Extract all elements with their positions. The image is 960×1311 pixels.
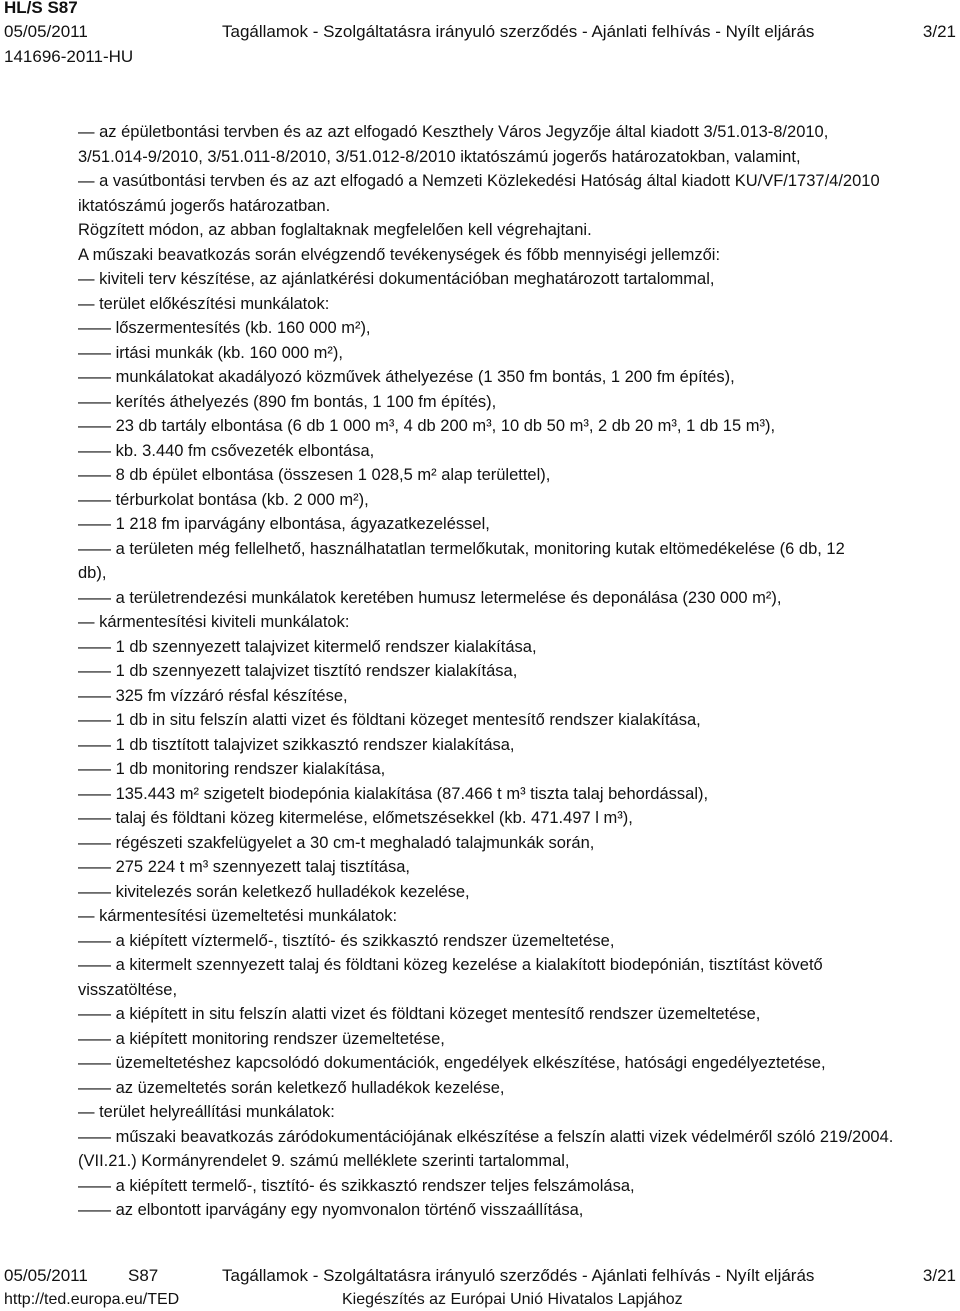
- body-line: —— üzemeltetéshez kapcsolódó dokumentációk, engedélyek elkészítése, hatósági engedélyeztetése,: [78, 1054, 826, 1072]
- body-line: —— 8 db épület elbontása (összesen 1 028,5 m² alap területtel),: [78, 466, 551, 484]
- page-footer: [0, 1262, 960, 1311]
- body-line: —— a kitermelt szennyezett talaj és földtani közeg kezelése a kialakított biodepónián, tisztítást követő: [78, 956, 823, 974]
- body-line: — terület előkészítési munkálatok:: [78, 294, 330, 313]
- body-line: —— műszaki beavatkozás záródokumentációjának elkészítése a felszín alatti vizek védelméről szóló 219/2004.: [78, 1127, 894, 1146]
- footer-date: 05/05/2011: [4, 1266, 88, 1285]
- body-line: —— kerítés áthelyezés (890 fm bontás, 1 100 fm építés),: [78, 392, 497, 411]
- body-line: —— munkálatokat akadályozó közművek áthelyezése (1 350 fm bontás, 1 200 fm építés),: [78, 368, 735, 386]
- body-line: —— a területen még fellelhető, használhatatlan termelőkutak, monitoring kutak eltömedékelése (6 db, 12: [78, 539, 845, 558]
- body-line: —— 325 fm vízzáró résfal készítése,: [78, 686, 348, 705]
- body-line: — kiviteli terv készítése, az ajánlatkérési dokumentációban meghatározott tartalommal,: [78, 270, 715, 288]
- body-line: —— az üzemeltetés során keletkező hulladékok kezelése,: [78, 1078, 505, 1097]
- header-page-number: 3/21: [922, 22, 956, 41]
- body-line: —— 1 218 fm iparvágány elbontása, ágyazatkezeléssel,: [78, 515, 490, 533]
- body-line: iktatószámú jogerős határozatban.: [78, 196, 331, 215]
- document-body: [78, 120, 958, 1223]
- body-line: —— 1 db tisztított talajvizet szikkasztó rendszer kialakítása,: [78, 735, 515, 754]
- header-title: Tagállamok - Szolgáltatásra irányuló szerződés - Ajánlati felhívás - Nyílt eljárás: [222, 22, 815, 41]
- body-line: —— térburkolat bontása (kb. 2 000 m²),: [78, 490, 369, 509]
- body-line: — az épületbontási tervben és az azt elfogadó Keszthely Város Jegyzője által kiadott 3/51.013-8/2010,: [78, 123, 829, 141]
- body-line: —— a kiépített termelő-, tisztító- és szikkasztó rendszer teljes felszámolása,: [78, 1176, 635, 1195]
- body-line: db),: [78, 564, 107, 582]
- body-line: —— a kiépített monitoring rendszer üzemeltetése,: [78, 1029, 445, 1048]
- body-line: Rögzített módon, az abban foglaltaknak megfelelően kell végrehajtani.: [78, 221, 592, 239]
- body-line: —— a kiépített víztermelő-, tisztító- és szikkasztó rendszer üzemeltetése,: [78, 931, 615, 950]
- body-line: — kármentesítési kiviteli munkálatok:: [78, 613, 350, 631]
- body-line: visszatöltése,: [78, 980, 178, 999]
- body-line: (VII.21.) Kormányrendelet 9. számú melléklete szerinti tartalommal,: [78, 1152, 570, 1170]
- body-line: —— a kiépített in situ felszín alatti vizet és földtani közeget mentesítő rendszer üzemeltetése,: [78, 1005, 761, 1023]
- page-header: [0, 0, 960, 80]
- body-line: —— 1 db szennyezett talajvizet tisztító rendszer kialakítása,: [78, 662, 518, 680]
- footer-code: S87: [128, 1266, 159, 1285]
- body-line: —— talaj és földtani közeg kitermelése, előmetszésekkel (kb. 471.497 l m³),: [78, 809, 633, 827]
- body-line: —— kivitelezés során keletkező hulladékok kezelése,: [78, 882, 470, 901]
- footer-publisher: Kiegészítés az Európai Unió Hivatalos Lapjához: [342, 1291, 683, 1308]
- body-line: —— 23 db tartály elbontása (6 db 1 000 m³, 4 db 200 m³, 10 db 50 m³, 2 db 20 m³, 1 db 15 m³),: [78, 417, 776, 435]
- body-line: —— az elbontott iparvágány egy nyomvonalon történő visszaállítása,: [78, 1201, 584, 1219]
- body-line: —— a területrendezési munkálatok keretében humusz letermelése és deponálása (230 000 m²),: [78, 588, 782, 607]
- body-line: 3/51.014-9/2010, 3/51.011-8/2010, 3/51.012-8/2010 iktatószámú jogerős határozatokban, valamint,: [78, 147, 801, 166]
- body-line: — terület helyreállítási munkálatok:: [78, 1103, 335, 1121]
- footer-url-link[interactable]: http://ted.europa.eu/TED: [4, 1291, 180, 1308]
- body-line: —— régészeti szakfelügyelet a 30 cm-t meghaladó talajmunkák során,: [78, 833, 595, 852]
- body-line: —— irtási munkák (kb. 160 000 m²),: [78, 343, 343, 362]
- body-line: —— 1 db monitoring rendszer kialakítása,: [78, 760, 386, 778]
- body-line: —— lőszermentesítés (kb. 160 000 m²),: [78, 319, 371, 337]
- body-line: —— kb. 3.440 fm csővezeték elbontása,: [78, 441, 375, 460]
- body-line: A műszaki beavatkozás során elvégzendő tevékenységek és főbb mennyiségi jellemzői:: [78, 245, 721, 264]
- body-line: — a vasútbontási tervben és az azt elfogadó a Nemzeti Közlekedési Hatóság által kiadott KU/VF/1737/4/2010: [78, 172, 880, 190]
- footer-page-number: 3/21: [922, 1266, 956, 1285]
- header-date: 05/05/2011: [4, 22, 88, 41]
- body-line: —— 1 db szennyezett talajvizet kitermelő rendszer kialakítása,: [78, 637, 537, 656]
- body-line: — kármentesítési üzemeltetési munkálatok:: [78, 907, 398, 925]
- header-document-id: 141696-2011-HU: [4, 47, 134, 66]
- body-line: —— 275 224 t m³ szennyezett talaj tisztítása,: [78, 858, 410, 876]
- body-line: —— 1 db in situ felszín alatti vizet és földtani közeget mentesítő rendszer kialakítása,: [78, 711, 701, 729]
- header-code: HL/S S87: [4, 0, 78, 17]
- footer-title: Tagállamok - Szolgáltatásra irányuló szerződés - Ajánlati felhívás - Nyílt eljárás: [222, 1266, 815, 1285]
- body-line: —— 135.443 m² szigetelt biodepónia kialakítása (87.466 t m³ tiszta talaj behordással),: [78, 784, 709, 803]
